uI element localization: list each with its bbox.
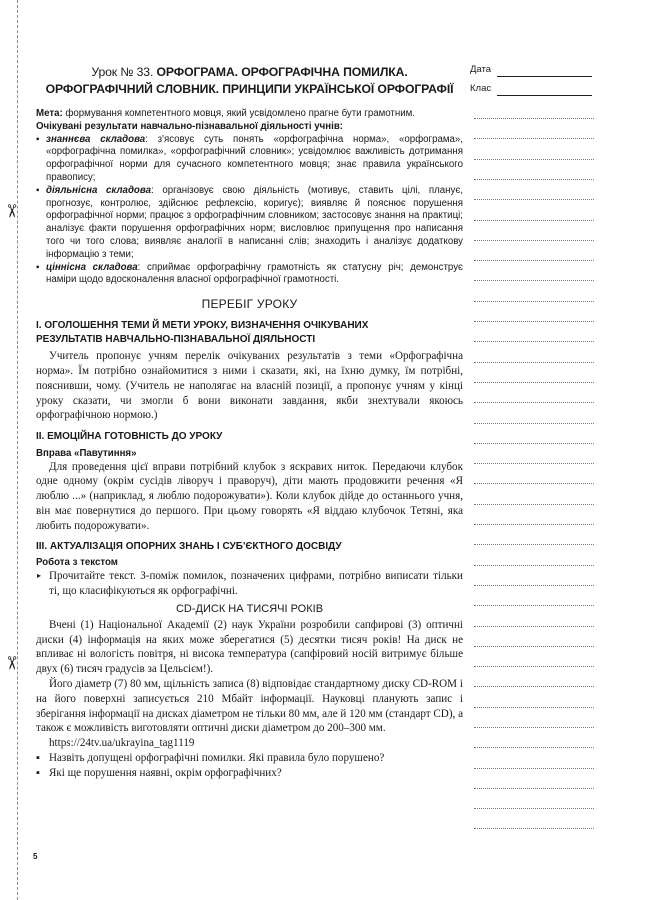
note-line[interactable] — [474, 585, 594, 586]
list-item — [36, 185, 463, 262]
question-text: Які ще порушення наявні, окрім орфографічних? — [49, 766, 282, 779]
scissors-icon: ✂ — [0, 203, 22, 219]
note-line[interactable] — [474, 220, 594, 221]
note-line[interactable] — [474, 402, 594, 403]
lesson-title — [36, 64, 463, 98]
task-text: Прочитайте текст. З-поміж помилок, позначених цифрами, потрібно виписати тільки ті, що класифікуються як орфографічні. — [49, 570, 463, 597]
lesson-number: Урок № 33. — [91, 65, 157, 79]
note-line[interactable] — [474, 362, 594, 363]
section-3-heading: III. АКТУАЛІЗАЦІЯ ОПОРНИХ ЗНАНЬ І СУБ'ЄКТНОГО ДОСВІДУ — [36, 540, 342, 552]
section-1-paragraph: Учитель пропонує учням перелік очікуваних результатів з теми «Орфографічна норма». Їм потрібно ознайомитися з ними і сказати, які, на їхню думку, їм потрібні, пояснивши, чому. (Учитель не наполягає на власній позиції, а пропонує учням у кінці уроку сказати, чи змогли б вони виконати завдання, якби знехтували якоюсь орфографічною нормою.) — [36, 350, 463, 422]
date-field[interactable] — [470, 64, 596, 83]
note-line[interactable] — [474, 544, 594, 545]
note-line[interactable] — [474, 646, 594, 647]
note-line[interactable] — [474, 768, 594, 769]
note-line[interactable] — [474, 118, 594, 119]
cut-line — [17, 0, 18, 900]
note-line[interactable] — [474, 260, 594, 261]
question-text: Назвіть допущені орфографічні помилки. Які правила було порушено? — [49, 751, 385, 764]
note-line[interactable] — [474, 443, 594, 444]
list-item — [36, 262, 463, 288]
text-title: CD-ДИСК НА ТИСЯЧІ РОКІВ — [175, 602, 324, 615]
bullet-icon: ▪ — [36, 766, 40, 779]
note-line[interactable] — [474, 341, 594, 342]
note-line[interactable] — [474, 199, 594, 200]
course-heading: ПЕРЕБІГ УРОКУ — [201, 297, 298, 312]
note-line[interactable] — [474, 707, 594, 708]
note-line[interactable] — [474, 321, 594, 322]
title-line-1: ОРФОГРАМА. ОРФОГРАФІЧНА ПОМИЛКА. — [156, 65, 408, 79]
note-line[interactable] — [474, 423, 594, 424]
note-line[interactable] — [474, 788, 594, 789]
text-paragraph-2: Його діаметр (7) 80 мм, щільність записа (8) відповідає стандартному диску CD-ROM і на його поверхні записується 210 Мбайт інформації. Науковці планують запис і зберігання інформації на дисках діаметром не тільки 80 мм, але й 120 мм (стандарт CD), а також є можливість виготовляти оптичні диски діаметром до 200–300 мм. — [36, 677, 463, 735]
outcome-text: : організовує свою діяльність (мотивує, ставить цілі, планує, прогнозує, контролює, здійснює рефлексію, коригує); виявляє й пояснює порушення орфографічної норми; працює з орфографічним словником; застосовує знання на практиці; аналізує факти порушення орфографічних норм; висловлює припущення про написання того чи того слова; виявляє аналогії в написанні слів; знаходить і аналізує додаткову інформацію з теми; — [46, 184, 464, 260]
note-line[interactable] — [474, 240, 594, 241]
text-paragraph-1: Вчені (1) Національної Академії (2) наук України розробили сапфирові (3) оптичні диски (4) інформація на яких може зберегатися (5) десятки тисяч років! На диск не впливає ні вологість повітря, ні висока температура (сапфіровий носій витримує більше двух (6) тисяч градусів за Цельсієм!). — [36, 618, 463, 676]
note-line[interactable] — [474, 463, 594, 464]
note-line[interactable] — [474, 626, 594, 627]
page-number: 5 — [33, 852, 38, 861]
outcome-term: ціннісна складова — [46, 261, 138, 273]
note-line[interactable] — [474, 727, 594, 728]
note-line[interactable] — [474, 179, 594, 180]
outcome-text: : сприймає орфографічну грамотність як статусну річ; демонструє наміри щодо вдосконалення власної орфографічної грамотності. — [46, 261, 463, 286]
triangle-bullet-icon: ▸ — [37, 571, 42, 581]
date-label: Дата — [470, 64, 492, 75]
note-line[interactable] — [474, 483, 594, 484]
note-line[interactable] — [474, 301, 594, 302]
section-2-paragraph: Для проведення цієї вправи потрібний клубок з яскравих ниток. Передаючи клубок одне одному (окрім сусідів ліворуч і праворуч), діти мають продовжити речення «Я люблю ...» (наприклад, я люблю подорожувати»). Коли клубок дійде до останнього учня, він має повернутися до першого. При цьому говорять «Я віддаю клубочок Тетяні, яка любить подорожувати». — [36, 460, 463, 532]
bullet-icon: ▪ — [36, 261, 40, 273]
lesson-content — [36, 64, 463, 780]
note-line[interactable] — [474, 524, 594, 525]
outcome-term: знаннєва складова — [46, 133, 146, 145]
title-line-2: ОРФОГРАФІЧНИЙ СЛОВНИК. ПРИНЦИПИ УКРАЇНСЬКОЇ ОРФОГРАФІЇ — [45, 82, 454, 96]
bullet-icon: ▪ — [36, 184, 40, 196]
list-item — [36, 751, 463, 766]
task-list — [36, 569, 463, 599]
outcome-text: : з'ясовує суть понять «орфографічна норма», «орфограма», «орфографічна помилка», «орфографічний словник»; усвідомлює важливість дотримання орфографічної норми для сучасного компетентного мовця; знає правила українського правопису; — [46, 133, 463, 183]
results-heading: Очікувані результати навчально-пізнавальної діяльності учнів: — [36, 120, 343, 132]
note-line[interactable] — [474, 138, 594, 139]
section-2-heading: II. ЕМОЦІЙНА ГОТОВНІСТЬ ДО УРОКУ — [36, 431, 223, 443]
section-1-heading-line-2: РЕЗУЛЬТАТІВ НАВЧАЛЬНО-ПІЗНАВАЛЬНОЇ ДІЯЛЬНОСТІ — [36, 333, 316, 345]
note-line[interactable] — [474, 159, 594, 160]
list-item — [36, 569, 463, 599]
questions-list — [36, 751, 463, 781]
date-class-panel — [470, 64, 596, 102]
note-line[interactable] — [474, 747, 594, 748]
bullet-icon: ▪ — [36, 751, 40, 764]
note-line[interactable] — [474, 808, 594, 809]
goal-text: формування компетентного мовця, який усвідомлено прагне бути грамотним. — [62, 108, 415, 119]
list-item — [36, 766, 463, 781]
note-line[interactable] — [474, 382, 594, 383]
section-1-heading-line-1: I. ОГОЛОШЕННЯ ТЕМИ Й МЕТИ УРОКУ, ВИЗНАЧЕННЯ ОЧІКУВАНИХ — [36, 320, 369, 332]
list-item — [36, 134, 463, 185]
note-line[interactable] — [474, 686, 594, 687]
note-line[interactable] — [474, 605, 594, 606]
class-label: Клас — [470, 83, 492, 94]
outcome-term: діяльнісна складова — [46, 184, 151, 196]
source-link: https://24tv.ua/ukrayina_tag1119 — [49, 737, 195, 750]
section-1-heading — [36, 319, 463, 346]
work-title: Робота з текстом — [36, 557, 118, 569]
goal-label: Мета: — [36, 108, 63, 119]
bullet-icon: ▪ — [36, 133, 40, 145]
outcomes-list — [36, 134, 463, 288]
note-line[interactable] — [474, 565, 594, 566]
class-field[interactable] — [470, 83, 596, 102]
goal — [36, 108, 463, 121]
note-line[interactable] — [474, 504, 594, 505]
note-line[interactable] — [474, 666, 594, 667]
scissors-icon: ✂ — [0, 655, 22, 671]
exercise-title: Вправа «Павутиння» — [36, 447, 137, 459]
note-line[interactable] — [474, 280, 594, 281]
note-line[interactable] — [474, 828, 594, 829]
